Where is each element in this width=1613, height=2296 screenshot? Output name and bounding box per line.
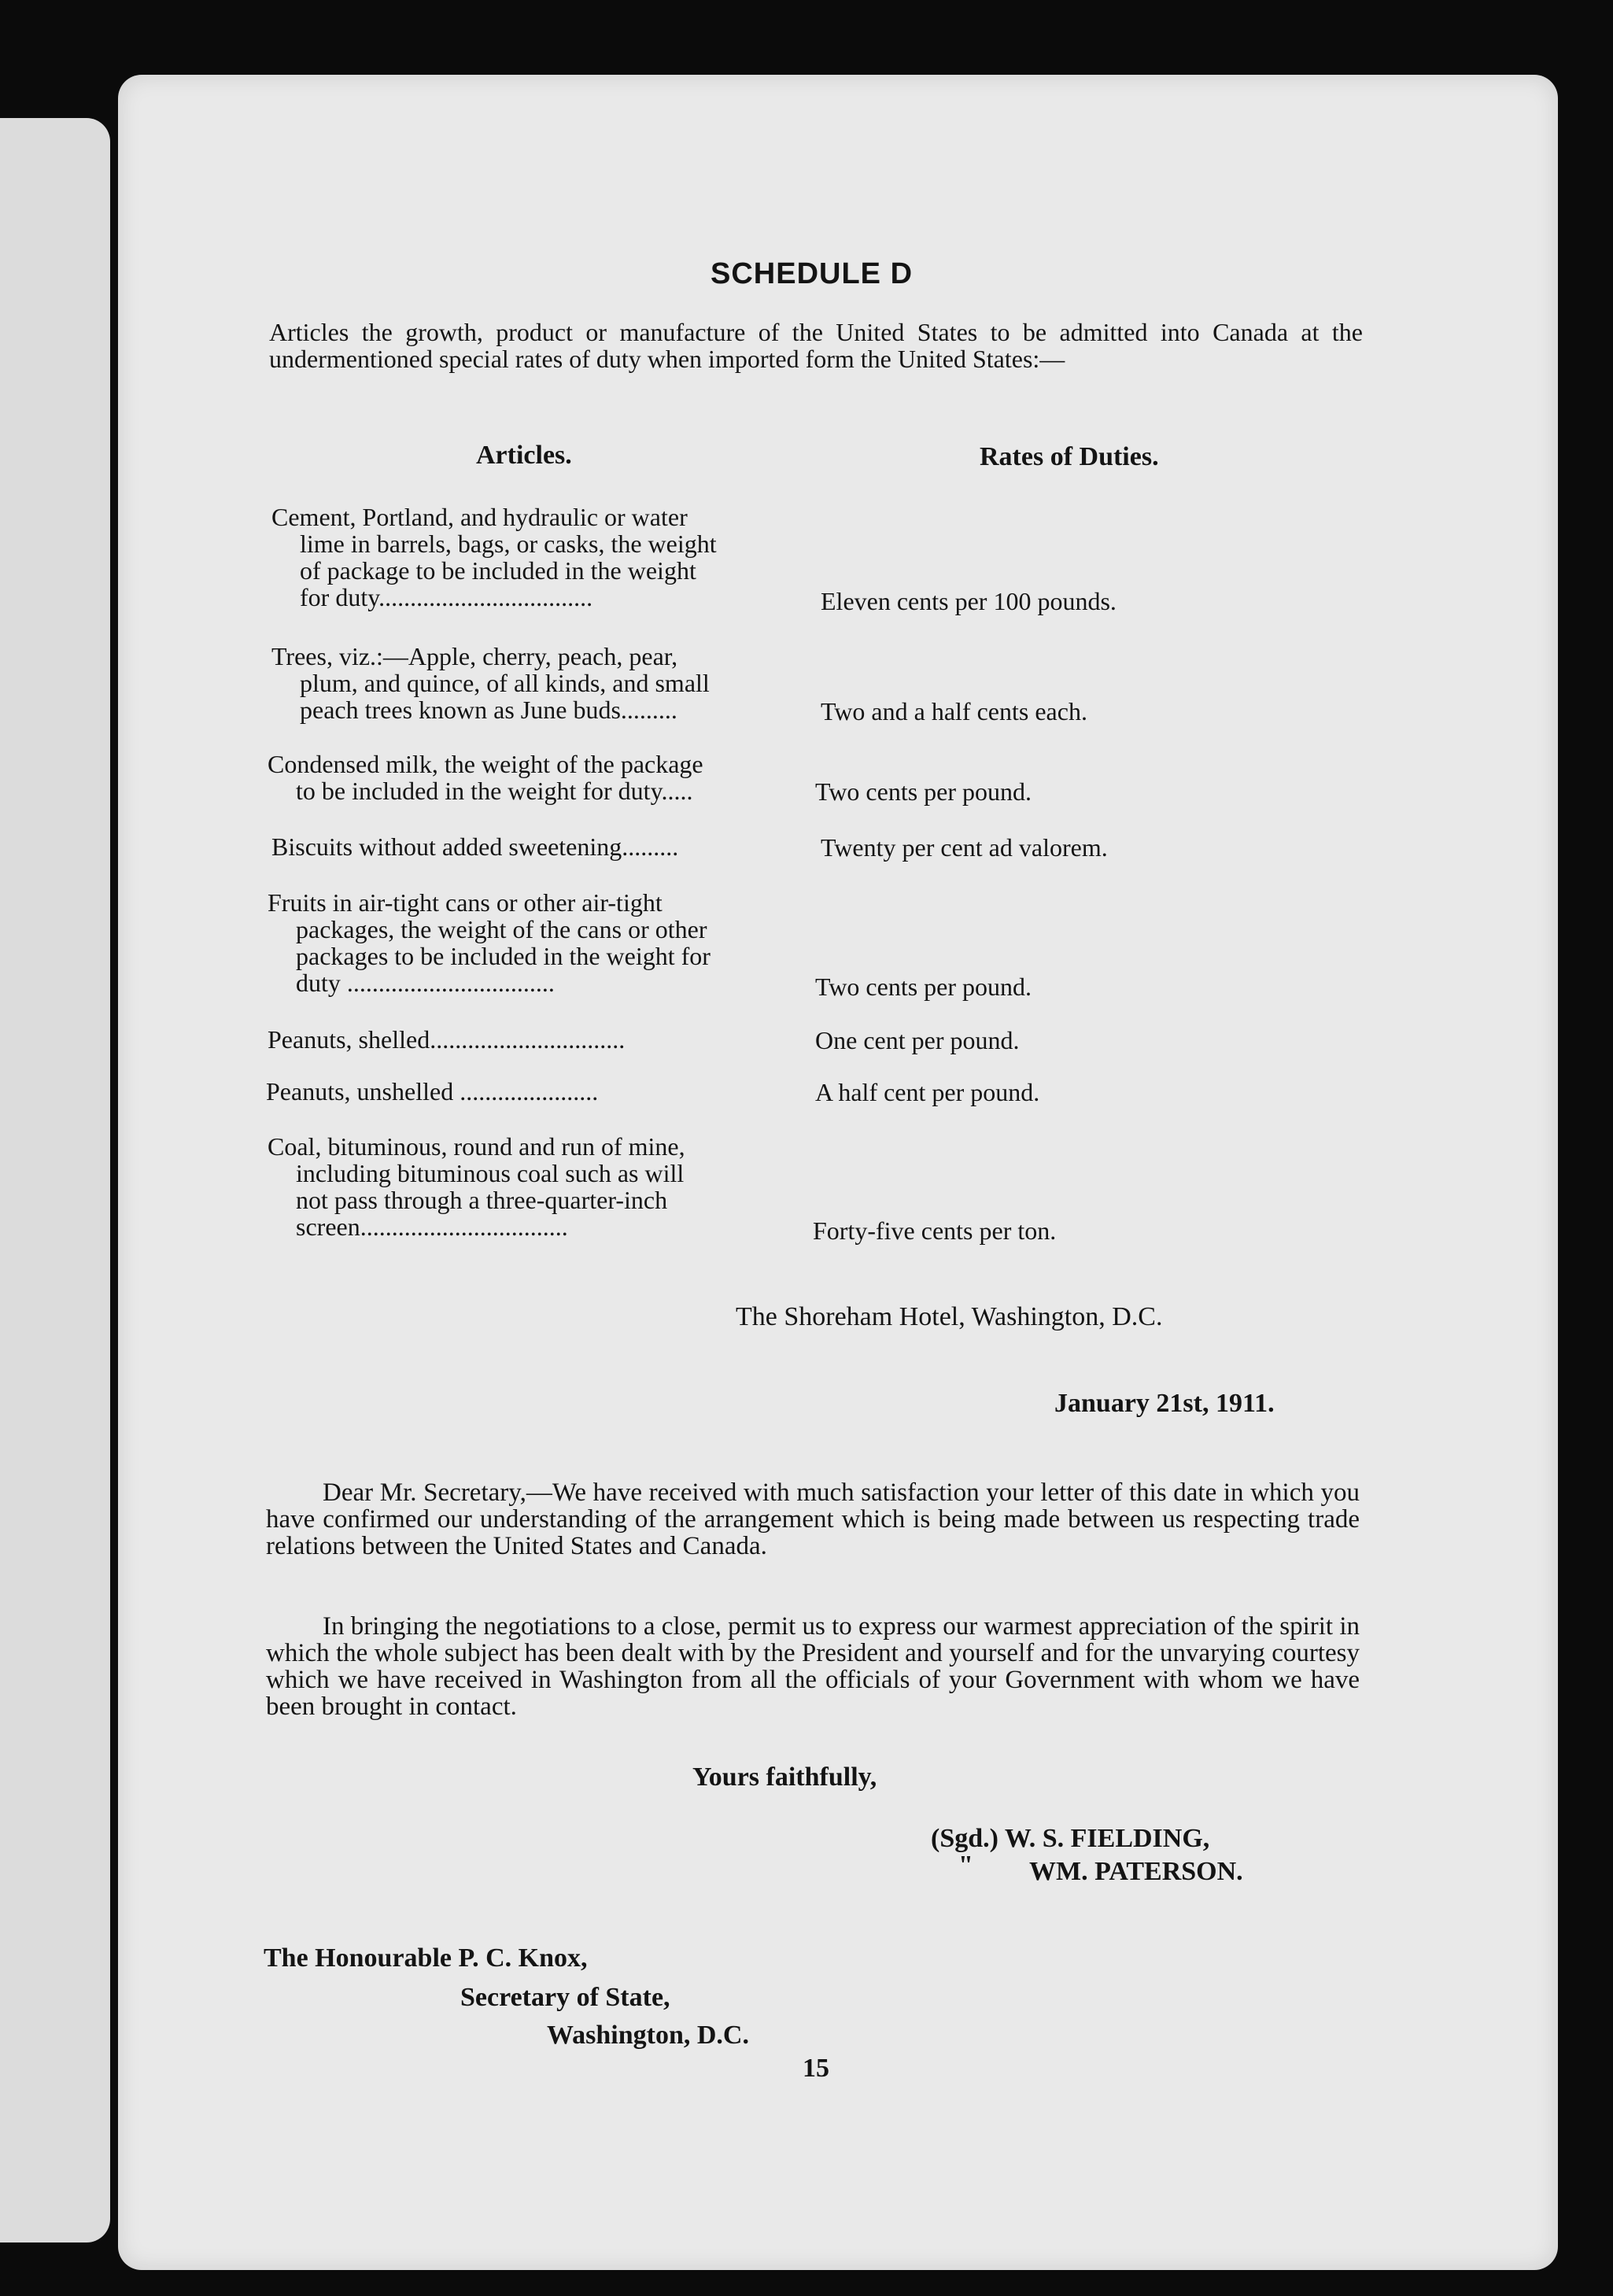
- intro-paragraph: Articles the growth, product or manufacture of the United States to be admitted into Canada at the undermentioned special rates of duty when imported form the United States:—: [269, 318, 1363, 373]
- closing-salutation: Yours faithfully,: [692, 1763, 877, 1792]
- item-line: packages, the weight of the cans or other: [296, 915, 707, 943]
- schedule-item-peanuts-unshelled: [266, 1078, 598, 1105]
- schedule-item-condensed-milk: [268, 751, 703, 804]
- facing-page-edge: [0, 118, 110, 2242]
- item-line: lime in barrels, bags, or casks, the weight: [300, 530, 717, 558]
- item-rate: Two cents per pound.: [815, 777, 1032, 806]
- item-rate: Forty-five cents per ton.: [813, 1216, 1057, 1245]
- letter-date: January 21st, 1911.: [1054, 1389, 1275, 1418]
- item-line: screen.................................: [296, 1213, 568, 1241]
- item-line: Fruits in air-tight cans or other air-tight: [268, 888, 663, 917]
- item-line: to be included in the weight for duty.....: [296, 777, 693, 805]
- item-line: Trees, viz.:—Apple, cherry, peach, pear,: [271, 642, 678, 670]
- item-line: peach trees known as June buds.........: [300, 696, 677, 724]
- schedule-item-trees: [271, 643, 710, 723]
- item-line: of package to be included in the weight: [300, 556, 696, 585]
- hotel-location: The Shoreham Hotel, Washington, D.C.: [736, 1302, 1163, 1331]
- item-rate: One cent per pound.: [815, 1026, 1020, 1054]
- item-line: Condensed milk, the weight of the package: [268, 750, 703, 778]
- letter-paragraph-2: In bringing the negotiations to a close, permit us to express our warmest appreciation of the spirit in which the whole subject has been dealt with by the President and yourself and for the unvarying courtesy which we have received in Washington from all the officials of your Government with whom we have been brought in contact.: [266, 1612, 1360, 1721]
- item-rate: Twenty per cent ad valorem.: [821, 833, 1108, 862]
- articles-column-header: Articles.: [476, 441, 572, 470]
- schedule-item-fruits: [268, 889, 711, 996]
- schedule-title: SCHEDULE D: [711, 257, 914, 290]
- item-line: Cement, Portland, and hydraulic or water: [271, 503, 688, 531]
- addressee-city: Washington, D.C.: [547, 2021, 749, 2050]
- item-rate: Two and a half cents each.: [821, 697, 1087, 725]
- signature-fielding: (Sgd.) W. S. FIELDING,: [931, 1824, 1210, 1853]
- item-line: Peanuts, shelled...............................: [268, 1025, 626, 1054]
- schedule-item-coal: [268, 1133, 685, 1240]
- item-rate: Two cents per pound.: [815, 973, 1032, 1001]
- page-number: 15: [803, 2054, 829, 2083]
- schedule-item-cement: [271, 504, 717, 611]
- addressee-name: The Honourable P. C. Knox,: [264, 1943, 588, 1973]
- item-rate: A half cent per pound.: [815, 1078, 1040, 1106]
- schedule-item-biscuits: [271, 833, 678, 860]
- item-rate: Eleven cents per 100 pounds.: [821, 587, 1117, 615]
- signature-paterson: WM. PATERSON.: [1029, 1857, 1243, 1886]
- letter-paragraph-1: Dear Mr. Secretary,—We have received with much satisfaction your letter of this date in which you have confirmed our understanding of the arrangement which is being made between us respecting trade relations between the United States and Canada.: [266, 1478, 1360, 1560]
- item-line: duty .................................: [296, 969, 555, 997]
- schedule-item-peanuts-shelled: [268, 1026, 625, 1053]
- item-line: Biscuits without added sweetening.........: [271, 832, 679, 861]
- item-line: Coal, bituminous, round and run of mine,: [268, 1132, 685, 1161]
- item-line: Peanuts, unshelled ......................: [266, 1077, 599, 1106]
- item-line: for duty..................................: [300, 583, 593, 611]
- rates-column-header: Rates of Duties.: [980, 442, 1159, 471]
- item-line: including bituminous coal such as will: [296, 1159, 685, 1187]
- signature-ditto-mark: ": [958, 1851, 973, 1880]
- addressee-title: Secretary of State,: [460, 1983, 670, 2012]
- item-line: not pass through a three-quarter-inch: [296, 1186, 668, 1214]
- item-line: plum, and quince, of all kinds, and small: [300, 669, 710, 697]
- item-line: packages to be included in the weight for: [296, 942, 711, 970]
